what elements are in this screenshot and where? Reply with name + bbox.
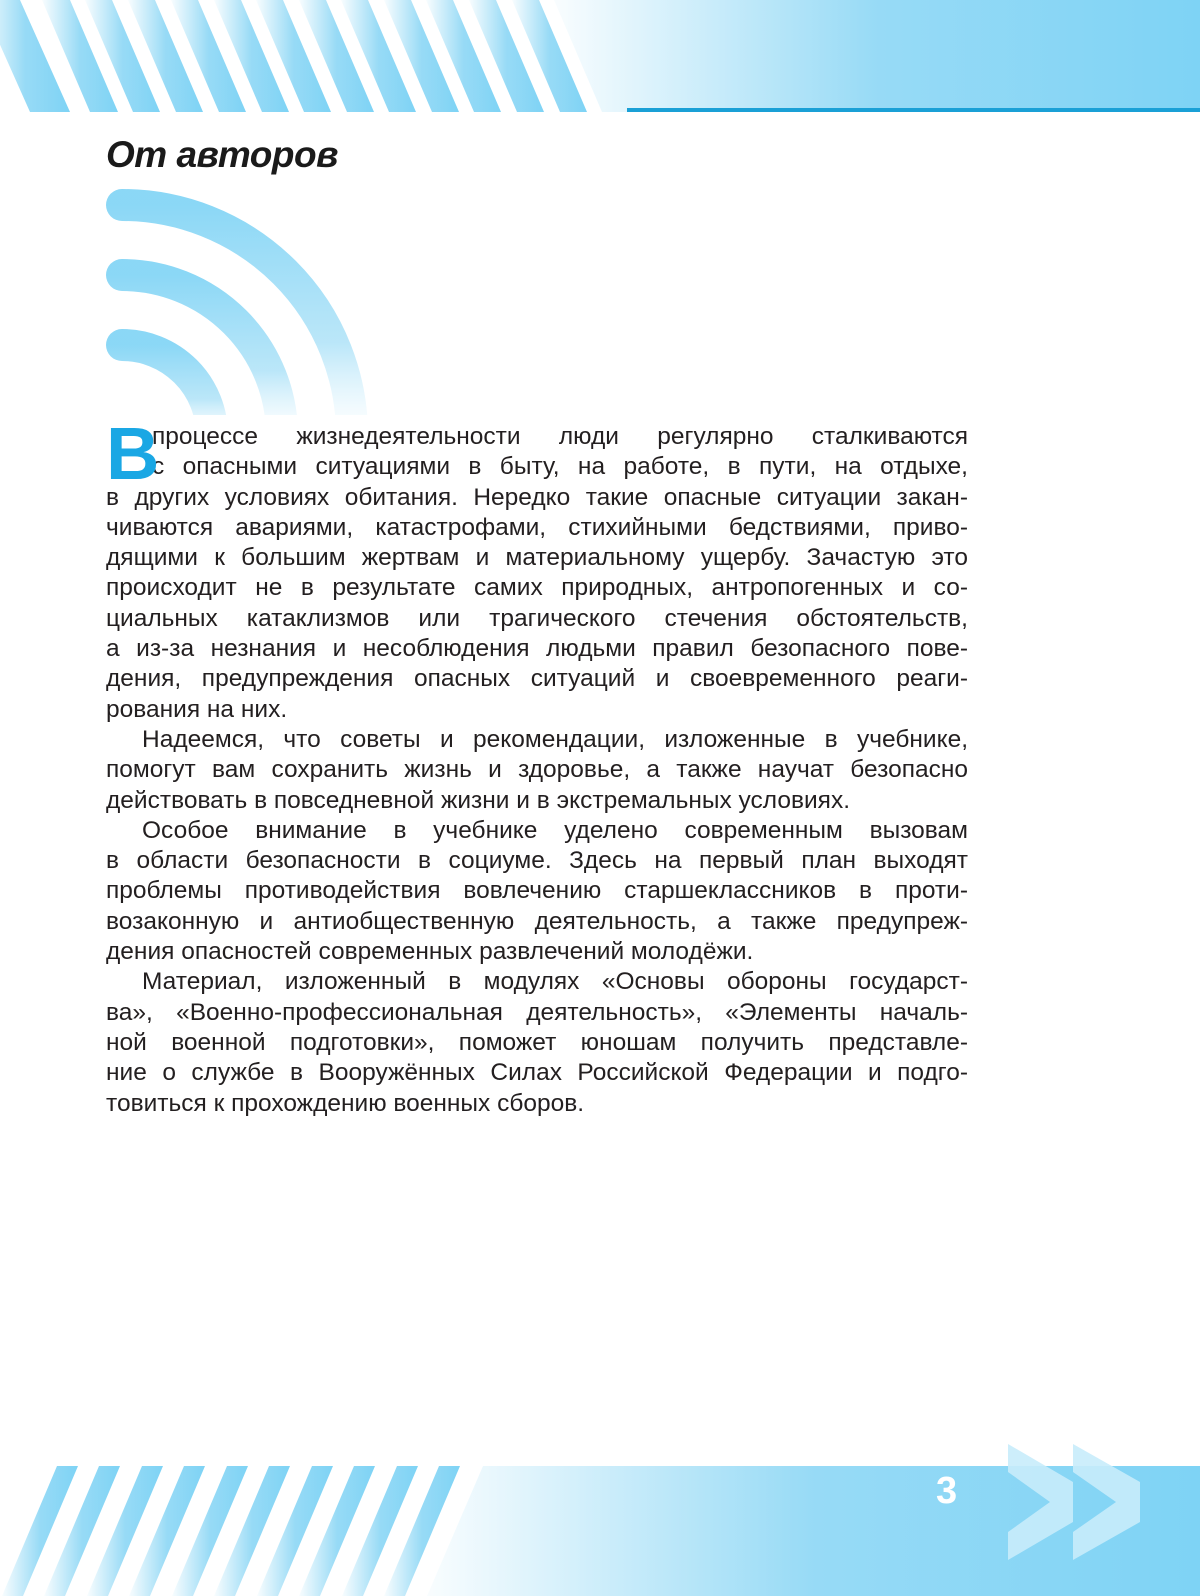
text-line: в других условиях обитания. Нередко такие опасные ситуации закан- [106, 483, 968, 511]
text-line: с опасными ситуациями в быту, на работе, в пути, на отдыхе, [152, 453, 968, 481]
double-chevron-right-icon [1008, 1444, 1144, 1567]
text-line: циальных катаклизмов или трагического стечения обстоятельств, [106, 604, 968, 632]
text-line: возаконную и антиобщественную деятельность, а также предупреж- [106, 907, 968, 935]
text-line: Материал, изложенный в модулях «Основы обороны государст- [142, 968, 968, 996]
text-line: действовать в повседневной жизни и в экстремальных условиях. [106, 786, 851, 814]
text-line: рования на них. [106, 695, 288, 723]
paragraph-2 [106, 725, 968, 816]
text-line: а из-за незнания и несоблюдения людьми правил безопасного пове- [106, 635, 968, 663]
paragraph-3 [106, 816, 968, 967]
paragraph-1 [106, 412, 968, 725]
diagonal-stripes-icon [0, 0, 1200, 112]
text-line: проблемы противодействия вовлечению старшеклассников в проти- [106, 877, 968, 905]
signal-arcs-icon [100, 185, 370, 420]
text-line: дения, предупреждения опасных ситуаций и своевременного реаги- [106, 665, 968, 693]
text-line: помогут вам сохранить жизнь и здоровье, а также научат безопасно [106, 756, 968, 784]
text-line: ной военной подготовки», поможет юношам получить представле- [106, 1028, 968, 1056]
header-band [0, 0, 1200, 112]
text-line: дящими к большим жертвам и материальному ущербу. Зачастую это [106, 544, 968, 572]
text-line: Надеемся, что советы и рекомендации, изложенные в учебнике, [142, 725, 968, 753]
paragraph-4 [106, 967, 968, 1118]
text-line: ва», «Военно-профессиональная деятельность», «Элементы началь- [106, 998, 968, 1026]
text-line: ние о службе в Вооружённых Силах Российской Федерации и подго- [106, 1059, 968, 1087]
drop-cap: В [106, 412, 160, 495]
page-title: От авторов [106, 134, 338, 175]
page-number: 3 [936, 1470, 958, 1512]
text-line: товиться к прохождению военных сборов. [106, 1089, 585, 1117]
text-line: процессе жизнедеятельности люди регулярно сталкиваются [152, 423, 968, 450]
text-line: Особое внимание в учебнике уделено современным вызовам [142, 816, 968, 844]
text-line: чиваются авариями, катастрофами, стихийными бедствиями, приво- [106, 513, 968, 541]
text-line: происходит не в результате самих природных, антропогенных и со- [106, 574, 968, 602]
authors-foreword-text [106, 412, 968, 1119]
text-line: дения опасностей современных развлечений молодёжи. [106, 938, 754, 966]
text-line: в области безопасности в социуме. Здесь на первый план выходят [106, 847, 968, 875]
